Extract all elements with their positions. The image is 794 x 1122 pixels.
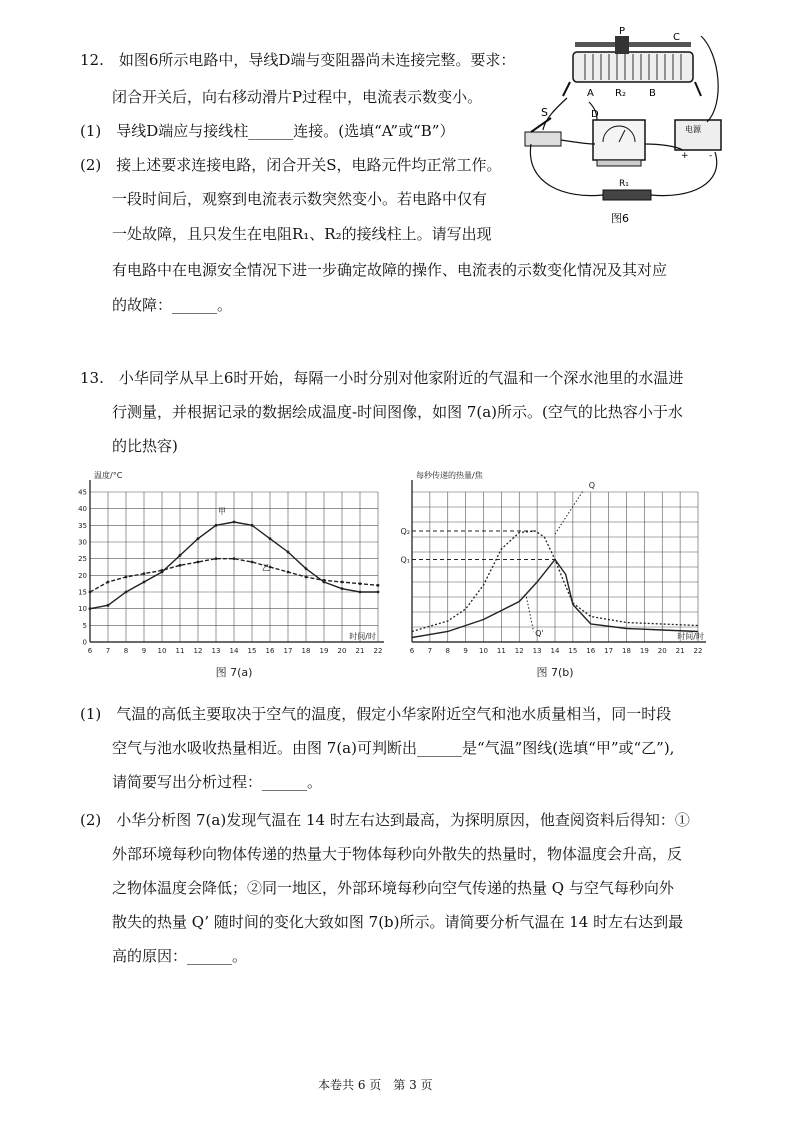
- x-tick-label: 7: [105, 647, 111, 655]
- q13-sub1-line-3: 请简要写出分析过程：______。: [112, 773, 323, 791]
- data-point: [251, 561, 254, 564]
- data-point: [341, 587, 344, 590]
- x-tick-label: 13: [211, 647, 221, 655]
- q13-sub2-line-1: (2) 小华分析图 7(a)发现气温在 14 时左右达到最高，为探明原因，他查阅资料后得知：①: [80, 811, 690, 829]
- label-a: A: [587, 88, 594, 99]
- switch-s: [525, 118, 561, 146]
- data-point: [233, 521, 236, 524]
- x-tick-label: 10: [479, 647, 488, 655]
- q13-sub2-line-4: 散失的热量 Q’ 随时间的变化大致如图 7(b)所示。请简要分析气温在 14 时左右达到最: [112, 913, 684, 931]
- y-tick-label: 30: [78, 538, 87, 547]
- label-d: D: [591, 109, 599, 120]
- x-tick-label: 18: [622, 647, 631, 655]
- x-tick-label: 22: [373, 647, 383, 655]
- data-point: [233, 557, 236, 560]
- y-tick-label: 20: [78, 571, 87, 580]
- q12-line-2: 闭合开关后，向右移动滑片P过程中，电流表示数变小。: [112, 88, 483, 106]
- chart-title: 图 7(a): [215, 666, 253, 679]
- data-point: [179, 564, 182, 567]
- x-tick-label: 20: [657, 647, 667, 655]
- data-point: [269, 537, 272, 540]
- q13-sub1-line-1: (1) 气温的高低主要取决于空气的温度，假定小华家附近空气和池水质量相当，同一时段: [80, 705, 672, 723]
- x-tick-label: 11: [175, 647, 185, 655]
- y-tick-label: 25: [78, 555, 87, 564]
- q13-line-1: 13. 小华同学从早上6时开始，每隔一小时分别对他家附近的气温和一个深水池里的水温进: [80, 369, 684, 387]
- q13-line-3: 的比热容): [112, 437, 178, 455]
- data-point: [305, 567, 308, 570]
- chart-7b: [398, 466, 728, 682]
- y-tick-label: 5: [82, 621, 87, 630]
- y-tick-label: 15: [78, 588, 87, 597]
- x-tick-label: 9: [141, 647, 147, 655]
- data-point: [197, 561, 200, 564]
- data-point: [89, 607, 92, 610]
- x-tick-label: 6: [409, 647, 415, 655]
- x-tick-label: 15: [247, 647, 257, 655]
- label-battery: 电源: [685, 125, 701, 134]
- data-point: [341, 581, 344, 584]
- x-tick-label: 17: [283, 647, 293, 655]
- y-axis-label: 温度/°C: [94, 471, 123, 480]
- q12-line-4: (2) 接上述要求连接电路，闭合开关S，电路元件均正常工作。: [80, 156, 502, 174]
- q12-line-1: 12. 如图6所示电路中，导线D端与变阻器尚未连接完整。要求：: [80, 51, 516, 69]
- series-label-q-prime: Q': [535, 629, 544, 638]
- x-tick-label: 21: [355, 647, 365, 655]
- x-axis-label: 时间/时: [677, 632, 704, 641]
- chart-title: 图 7(b): [536, 666, 574, 679]
- x-axis-label: 时间/时: [349, 632, 376, 641]
- q13-line-2: 行测量，并根据记录的数据绘成温度-时间图像，如图 7(a)所示。(空气的比热容小于水: [112, 403, 683, 421]
- x-tick-label: 12: [193, 647, 203, 655]
- q12-line-6: 一处故障，且只发生在电阻R₁、R₂的接线柱上。请写出现: [112, 225, 492, 243]
- x-tick-label: 9: [463, 647, 468, 655]
- resistor-r1: [603, 190, 651, 200]
- x-tick-label: 11: [496, 647, 506, 655]
- x-tick-label: 14: [550, 647, 560, 655]
- x-tick-label: 15: [568, 647, 578, 655]
- q12-line-8: 的故障：______。: [112, 296, 233, 314]
- data-point: [107, 604, 110, 607]
- x-tick-label: 12: [514, 647, 524, 655]
- y-axis-label: 每秒传递的热量/焦: [416, 471, 483, 480]
- data-point: [143, 572, 146, 575]
- ammeter: [593, 120, 645, 166]
- data-point: [197, 537, 200, 540]
- x-tick-label: 16: [586, 647, 596, 655]
- y-label-q2: Q₂: [400, 527, 410, 536]
- x-tick-label: 7: [427, 647, 433, 655]
- label-r2: R₂: [615, 88, 626, 99]
- x-tick-label: 19: [319, 647, 329, 655]
- chart-7a: [70, 466, 388, 682]
- y-tick-label: 45: [78, 488, 87, 497]
- q13-sub2-line-5: 高的原因：______。: [112, 947, 248, 965]
- data-point: [359, 582, 362, 585]
- y-tick-label: 35: [78, 521, 87, 530]
- data-point: [215, 524, 218, 527]
- label-c: C: [673, 32, 680, 43]
- data-point: [377, 591, 380, 594]
- x-tick-label: 21: [675, 647, 685, 655]
- y-tick-label: 10: [78, 605, 87, 614]
- leader-q-prime: [526, 597, 533, 632]
- data-point: [305, 576, 308, 579]
- figure-6-caption: 图6: [611, 212, 629, 225]
- data-point: [143, 581, 146, 584]
- q13-sub1-line-2: 空气与池水吸收热量相近。由图 7(a)可判断出______是“气温”图线(选填“甲”或“乙”),: [112, 739, 675, 757]
- data-point: [179, 554, 182, 557]
- data-point: [161, 569, 164, 572]
- label-s: S: [541, 106, 548, 119]
- x-tick-label: 10: [157, 647, 167, 655]
- x-tick-label: 20: [337, 647, 347, 655]
- page-footer: 本卷共 6 页 第 3 页: [318, 1078, 433, 1092]
- x-tick-label: 14: [229, 647, 239, 655]
- data-point: [215, 557, 218, 560]
- data-point: [125, 591, 128, 594]
- data-point: [125, 576, 128, 579]
- data-point: [251, 524, 254, 527]
- rheostat-r2: [563, 36, 701, 96]
- x-tick-label: 13: [532, 647, 542, 655]
- label-r1: R₁: [619, 179, 629, 189]
- data-point: [359, 591, 362, 594]
- x-tick-label: 8: [445, 647, 450, 655]
- data-point: [287, 551, 290, 554]
- q13-sub2-line-3: 之物体温度会降低；②同一地区，外部环境每秒向空气传递的热量 Q 与空气每秒向外: [112, 879, 674, 897]
- q12-line-5: 一段时间后，观察到电流表示数突然变小。若电路中仅有: [112, 190, 488, 208]
- data-point: [107, 581, 110, 584]
- series-label-yi: 乙: [262, 563, 270, 573]
- label-p: P: [619, 26, 626, 37]
- q12-line-7: 有电路中在电源安全情况下进一步确定故障的操作、电流表的示数变化情况及其对应: [112, 261, 668, 279]
- series-label-q: Q: [588, 481, 596, 490]
- x-tick-label: 18: [301, 647, 311, 655]
- y-tick-label: 40: [78, 505, 87, 514]
- x-tick-label: 16: [265, 647, 275, 655]
- series-label-jia: 甲: [218, 507, 226, 516]
- x-tick-label: 22: [693, 647, 703, 655]
- q13-sub2-line-2: 外部环境每秒向物体传递的热量大于物体每秒向外散失的热量时，物体温度会升高，反: [112, 845, 683, 863]
- label-minus: -: [709, 151, 713, 161]
- data-point: [287, 571, 290, 574]
- data-point: [377, 584, 380, 587]
- x-tick-label: 17: [604, 647, 614, 655]
- q12-line-3: (1) 导线D端应与接线柱______连接。(选填“A”或“B”）: [80, 122, 455, 140]
- label-b: B: [649, 88, 656, 99]
- data-point: [323, 579, 326, 582]
- figure-6-circuit: [515, 24, 730, 234]
- data-point: [89, 591, 92, 594]
- x-tick-label: 6: [87, 647, 93, 655]
- leader-q: [555, 490, 584, 534]
- y-label-q1: Q₁: [400, 555, 410, 565]
- x-tick-label: 19: [639, 647, 649, 655]
- label-plus: +: [681, 151, 689, 161]
- y-tick-label: 0: [82, 638, 87, 647]
- x-tick-label: 8: [123, 647, 129, 655]
